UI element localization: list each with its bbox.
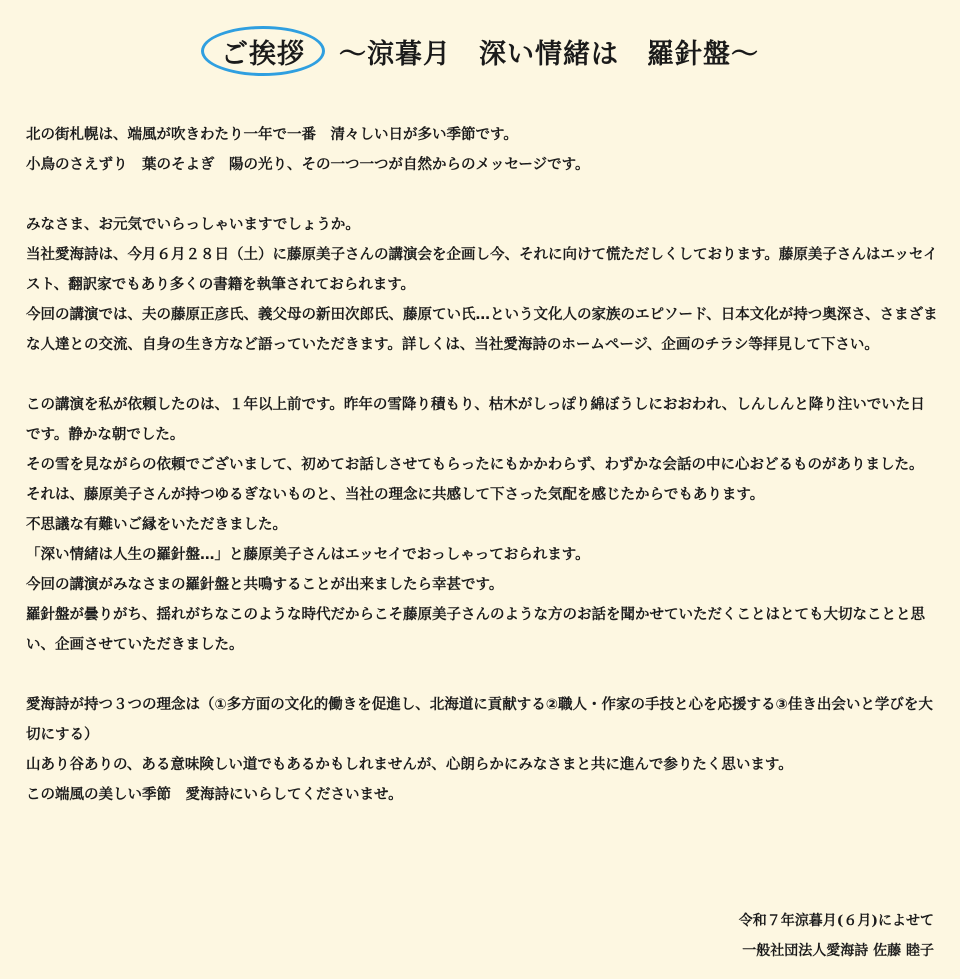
paragraph-lecture xyxy=(26,210,938,360)
text-line: 北の街札幌は、端風が吹きわたり一年で一番 清々しい日が多い季節です。 xyxy=(26,127,518,143)
title-text: ～涼暮月 深い情緒は 羅針盤～ xyxy=(339,38,759,70)
text-line: 今回の講演がみなさまの羅針盤と共鳴することが出来ましたら幸甚です。 xyxy=(26,577,504,593)
greeting-badge: ご挨拶 xyxy=(201,26,325,76)
text-line: 今回の講演では、夫の藤原正彦氏、義父母の新田次郎氏、藤原てい氏…という文化人の家族のエピソード、日本文化が持つ奥深さ、さまざまな人達との交流、自身の生き方など語っていただきます。詳しくは、当社愛海詩のホームページ、企画のチラシ等拝見して下さい。 xyxy=(26,307,938,353)
signature-block xyxy=(739,906,934,966)
paragraph-request xyxy=(26,390,938,660)
text-line: 山あり谷ありの、ある意味険しい道でもあるかもしれませんが、心朗らかにみなさまと共に進んで参りたく思います。 xyxy=(26,757,793,773)
text-line: 当社愛海詩は、今月６月２８日（土）に藤原美子さんの講演会を企画し今、それに向けて慌ただしくしております。藤原美子さんはエッセイスト、翻訳家でもあり多くの書籍を執筆されておられます。 xyxy=(26,247,938,293)
text-line: この講演を私が依頼したのは、１年以上前です。昨年の雪降り積もり、枯木がしっぽり綿ぼうしにおおわれ、しんしんと降り注いでいた日です。静かな朝でした。 xyxy=(26,397,925,443)
paragraph-season xyxy=(26,120,938,180)
paragraph-philosophy xyxy=(26,690,938,810)
signature-date: 令和７年涼暮月(６月)によせて xyxy=(738,913,934,929)
text-line: 不思議な有難いご縁をいただきました。 xyxy=(26,517,287,533)
text-line: この端風の美しい季節 愛海詩にいらしてくださいませ。 xyxy=(26,787,403,803)
letter-body xyxy=(26,120,938,840)
text-line: その雪を見ながらの依頼でございまして、初めてお話しさせてもらったにもかかわらず、わずかな会話の中に心おどるものがありました。それは、藤原美子さんが持つゆるぎないものと、当社の理念に共感して下さった気配を感じたからでもあります。 xyxy=(26,457,924,503)
text-line: 愛海詩が持つ３つの理念は（①多方面の文化的働きを促進し、北海道に貢献する②職人・作家の手技と心を応援する③佳き出会いと学びを大切にする） xyxy=(26,697,933,743)
text-line: 「深い情緒は人生の羅針盤…」と藤原美子さんはエッセイでおっしゃっておられます。 xyxy=(26,547,590,563)
text-line: みなさま、お元気でいらっしゃいますでしょうか。 xyxy=(26,217,360,233)
page-title xyxy=(0,26,960,76)
signature-author: 一般社団法人愛海詩 佐藤 睦子 xyxy=(742,943,934,959)
text-line: 羅針盤が曇りがち、揺れがちなこのような時代だからこそ藤原美子さんのような方のお話を聞かせていただくことはとても大切なことと思い、企画させていただきました。 xyxy=(26,607,925,653)
text-line: 小鳥のさえずり 葉のそよぎ 陽の光り、その一つ一つが自然からのメッセージです。 xyxy=(26,157,590,173)
